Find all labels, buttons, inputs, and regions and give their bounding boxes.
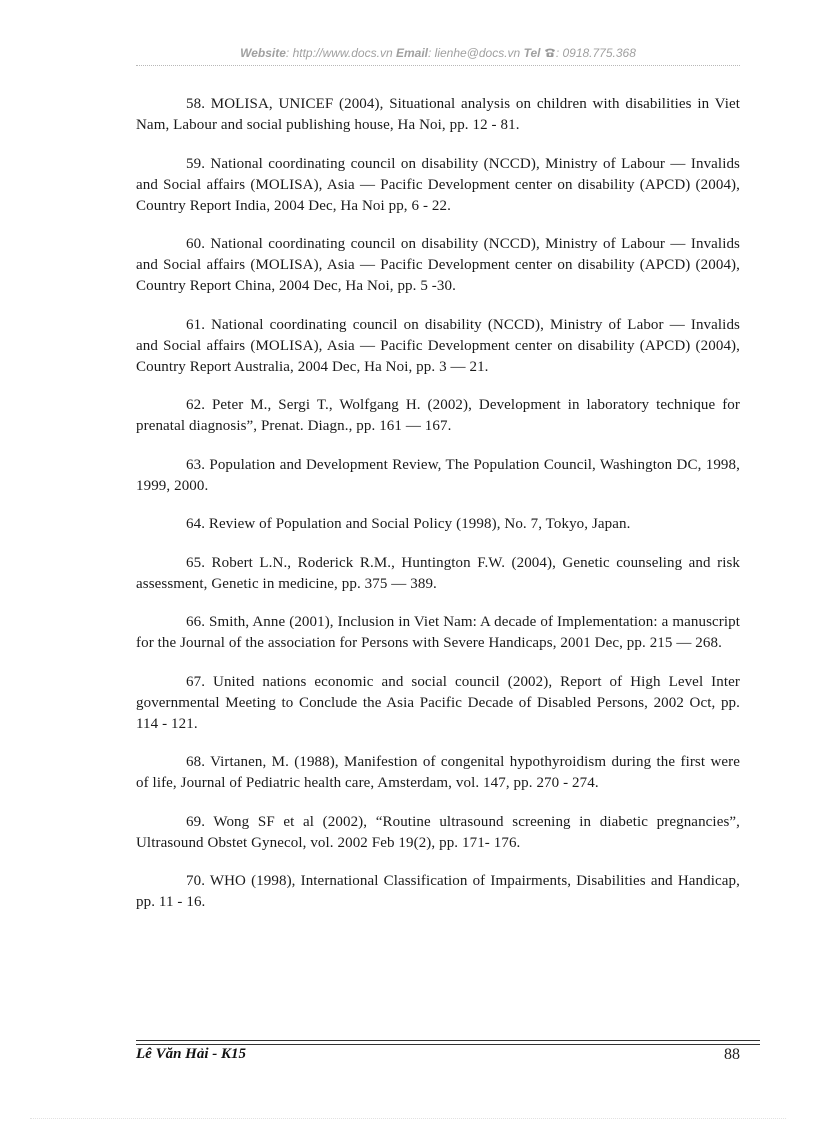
reference-item: 63. Population and Development Review, The Population Council, Washington DC, 1998, 1999, 2000. xyxy=(136,456,740,494)
telephone-icon xyxy=(544,47,556,61)
reference-item: 69. Wong SF et al (2002), “Routine ultrasound screening in diabetic pregnancies”, Ultrasound Obstet Gynecol, vol. 2002 Feb 19(2), pp. 171- 176. xyxy=(136,813,740,851)
reference-item: 60. National coordinating council on disability (NCCD), Ministry of Labour — Invalids and Social affairs (MOLISA), Asia — Pacific Development center on disability (APCD) (2004), Country Report China, 2004 Dec, Ha Noi, pp. 5 -30. xyxy=(136,236,740,294)
reference-item: 58. MOLISA, UNICEF (2004), Situational analysis on children with disabilities in Viet Nam, Labour and social publishing house, Ha Noi, pp. 12 - 81. xyxy=(136,96,740,133)
header-divider xyxy=(136,65,740,66)
footer-author: Lê Văn Hải - K15 xyxy=(136,1046,247,1062)
footer-divider-top xyxy=(136,1040,760,1041)
reference-list xyxy=(136,94,740,931)
reference-item: 64. Review of Population and Social Policy (1998), No. 7, Tokyo, Japan. xyxy=(186,516,631,532)
reference-item: 62. Peter M., Sergi T., Wolfgang H. (2002), Development in laboratory technique for prenatal diagnosis”, Prenat. Diagn., pp. 161 — 167. xyxy=(136,397,740,434)
reference-item: 66. Smith, Anne (2001), Inclusion in Viet Nam: A decade of Implementation: a manuscript for the Journal of the association for Persons with Severe Handicaps, 2001 Dec, pp. 215 — 268. xyxy=(136,614,740,651)
reference-item: 67. United nations economic and social council (2002), Report of High Level Inter governmental Meeting to Conclude the Asia Pacific Decade of Disabled Persons, 2002 Oct, pp. 114 - 121. xyxy=(136,673,740,732)
website-url[interactable]: : http://www.docs.vn xyxy=(285,46,393,60)
reference-item: 65. Robert L.N., Roderick R.M., Huntington F.W. (2004), Genetic counseling and risk assessment, Genetic in medicine, pp. 375 — 389. xyxy=(136,554,740,592)
website-label: Website xyxy=(240,46,286,60)
reference-item: 61. National coordinating council on disability (NCCD), Ministry of Labor — Invalids and Social affairs (MOLISA), Asia — Pacific Development center on disability (APCD) (2004), Country Report Australia, 2004 Dec, Ha Noi, pp. 3 — 21. xyxy=(136,316,740,375)
email-address[interactable]: : lienhe@docs.vn xyxy=(427,46,521,60)
reference-item: 59. National coordinating council on disability (NCCD), Ministry of Labour — Invalids and Social affairs (MOLISA), Asia — Pacific Development center on disability (APCD) (2004), Country Report India, 2004 Dec, Ha Noi pp, 6 - 22. xyxy=(136,155,740,214)
email-label: Email xyxy=(395,46,428,60)
bottom-dotted-edge xyxy=(30,1118,786,1119)
reference-item: 68. Virtanen, M. (1988), Manifestion of congenital hypothyroidism during the first were of life, Journal of Pediatric health care, Amsterdam, vol. 147, pp. 270 - 274. xyxy=(136,754,740,791)
reference-item: 70. WHO (1998), International Classification of Impairments, Disabilities and Handicap, pp. 11 - 16. xyxy=(136,873,740,910)
page-number: 88 xyxy=(724,1046,740,1063)
tel-label: Tel xyxy=(523,46,541,60)
page-header xyxy=(136,46,740,61)
footer-divider-bottom xyxy=(136,1044,760,1045)
tel-number: : 0918.775.368 xyxy=(555,46,636,60)
